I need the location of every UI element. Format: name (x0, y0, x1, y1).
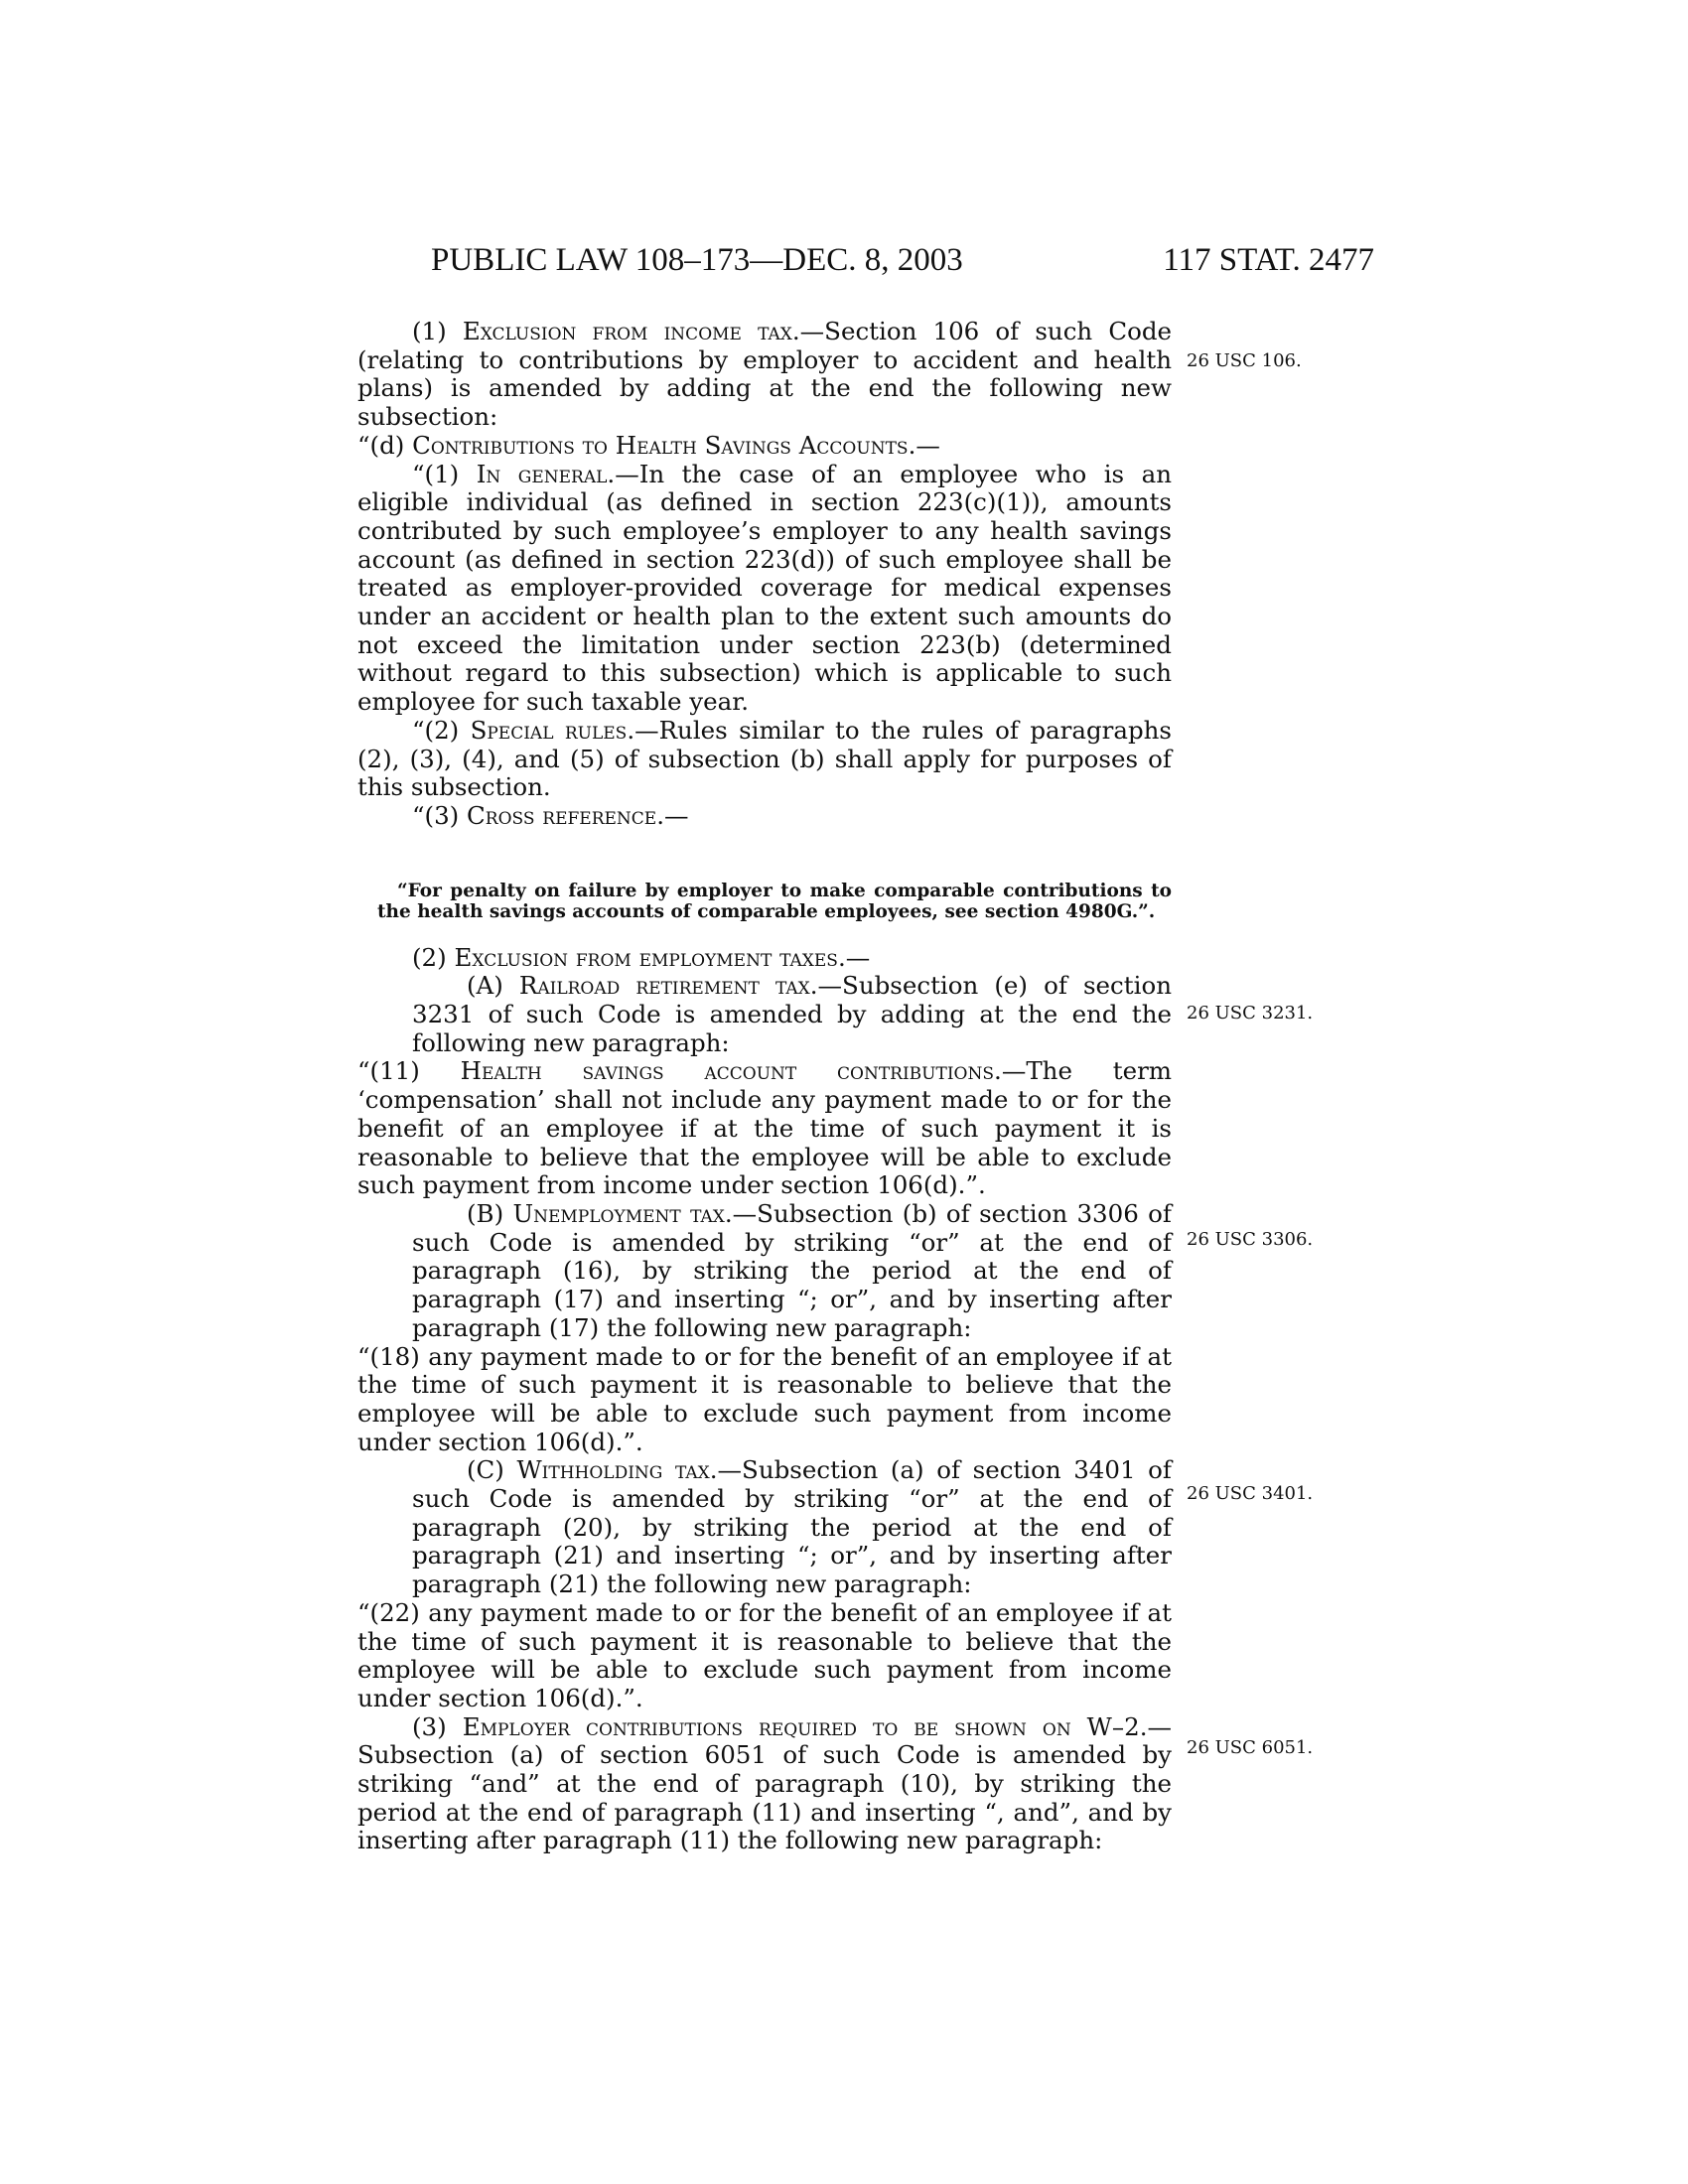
margin-citation: 26 USC 3401. (1187, 1483, 1314, 1504)
paragraph-text: .—In the case of an employee who is an eligible individual (as defined in section 223(c)(1)), amounts contributed by such employee’s employer to any health savings account (as defined in section 223(d)) of such employee shall be treated as employer-provided coverage for medical expenses under an accident or health plan to the extent such amounts do not exceed the limitation under section 223(b) (determined without regard to this subsection) which is applicable to such employee for such taxable year. (357, 459, 1172, 717)
cross-reference-note: “For penalty on failure by employer to make comparable contributions to the health savings accounts of comparable employees, see section 4980G.”. (377, 880, 1172, 922)
paragraph-heading: Special rules (470, 715, 628, 745)
paragraph-number: (C) (467, 1455, 517, 1485)
paragraph-railroad-retirement-tax (357, 972, 1172, 1057)
paragraph-text: .—Subsection (b) of section 3306 of such Code is amended by striking “or” at the end of paragraph (16), by striking the period at the end of paragraph (17) and inserting “; or”, and by inserting after paragraph (17) the following new paragraph: (412, 1198, 1172, 1342)
paragraph-exclusion-income-tax (357, 318, 1172, 432)
paragraph-number: (1) (412, 317, 463, 345)
margin-citation: 26 USC 3306. (1187, 1229, 1314, 1250)
paragraph-heading: Health savings account contributions (460, 1056, 995, 1086)
paragraph-heading: Unemployment tax (512, 1198, 725, 1228)
paragraph-employer-contributions-w2 (357, 1713, 1172, 1856)
paragraph-text: .—Subsection (a) of section 3401 of such Code is amended by striking “or” at the end of paragraph (20), by striking the period at the end of paragraph (21) and inserting “; or”, and by inserting after paragraph (21) the following new paragraph: (412, 1455, 1172, 1599)
paragraph-22: “(22) any payment made to or for the benefit of an employee if at the time of such payment it is reasonable to believe that the employee will be able to exclude such payment from income under section 106(d).”. (357, 1597, 1172, 1712)
paragraph-unemployment-tax (357, 1200, 1172, 1343)
paragraph-hsa-contributions (357, 1057, 1172, 1200)
paragraph-number: “(3) (412, 800, 468, 830)
paragraph-heading: Cross reference (467, 800, 657, 830)
header-citation: PUBLIC LAW 108–173—DEC. 8, 2003 (431, 242, 963, 278)
margin-citation: 26 USC 3231. (1187, 1003, 1314, 1024)
paragraph-text: .—Rules similar to the rules of paragraphs (2), (3), (4), and (5) of subsection (b) shall apply for purposes of this subsection. (357, 715, 1172, 802)
paragraph-subsection-d (357, 432, 1172, 461)
paragraph-number: “(11) (357, 1056, 461, 1086)
paragraph-heading: Employer contributions required to be shown on W–2 (462, 1711, 1140, 1741)
paragraph-number: “(2) (412, 715, 471, 745)
paragraph-heading: Withholding tax (516, 1455, 710, 1485)
paragraph-text: .— (837, 942, 871, 972)
paragraph-heading: Contributions to Health Savings Accounts (412, 430, 909, 460)
paragraph-text: .—Subsection (a) of section 6051 of such Code is amended by striking “and” at the end of paragraph (10), by striking the period at the end of paragraph (11) and inserting “, and”, and by inserting after paragraph (11) the following new paragraph: (357, 1711, 1172, 1855)
paragraph-number: (A) (467, 971, 519, 1001)
paragraph-text: .— (656, 800, 689, 830)
header-page-number: 117 STAT. 2477 (1163, 242, 1374, 278)
paragraph-18: “(18) any payment made to or for the benefit of an employee if at the time of such payment it is reasonable to believe that the employee will be able to exclude such payment from income under section 106(d).”. (357, 1341, 1172, 1456)
paragraph-number: (2) (412, 942, 455, 972)
running-header (431, 242, 1374, 286)
paragraph-text: .—Section 106 of such Code (relating to contributions by employer to accident and health plans) is amended by adding at the end the following new subsection: (357, 317, 1173, 432)
paragraph-withholding-tax (357, 1456, 1172, 1599)
paragraph-heading: In general (476, 459, 608, 488)
paragraph-heading: Railroad retirement tax (518, 971, 810, 1001)
margin-citation: 26 USC 106. (1187, 350, 1302, 371)
paragraph-number: (B) (467, 1198, 513, 1228)
body-text (357, 318, 1172, 1855)
paragraph-cross-reference (357, 802, 1172, 831)
paragraph-in-general (357, 461, 1172, 717)
paragraph-number: “(d) (357, 430, 413, 460)
margin-citation: 26 USC 6051. (1187, 1737, 1314, 1758)
paragraph-text: .—The term ‘compensation’ shall not include any payment made to or for the benefit of an employee if at the time of such payment it is reasonable to believe that the employee will be able to exclude such payment from income under section 106(d).”. (357, 1056, 1173, 1200)
paragraph-special-rules (357, 717, 1172, 802)
paragraph-heading: Exclusion from employment taxes (454, 942, 838, 972)
paragraph-number: (3) (412, 1711, 463, 1741)
paragraph-number: “(1) (412, 459, 477, 488)
paragraph-text: .— (908, 430, 940, 460)
paragraph-heading: Exclusion from income tax (462, 317, 792, 345)
paragraph-text: .—Subsection (e) of section 3231 of such Code is amended by adding at the end the following new paragraph: (412, 971, 1172, 1057)
paragraph-exclusion-employment-taxes (357, 944, 1172, 973)
